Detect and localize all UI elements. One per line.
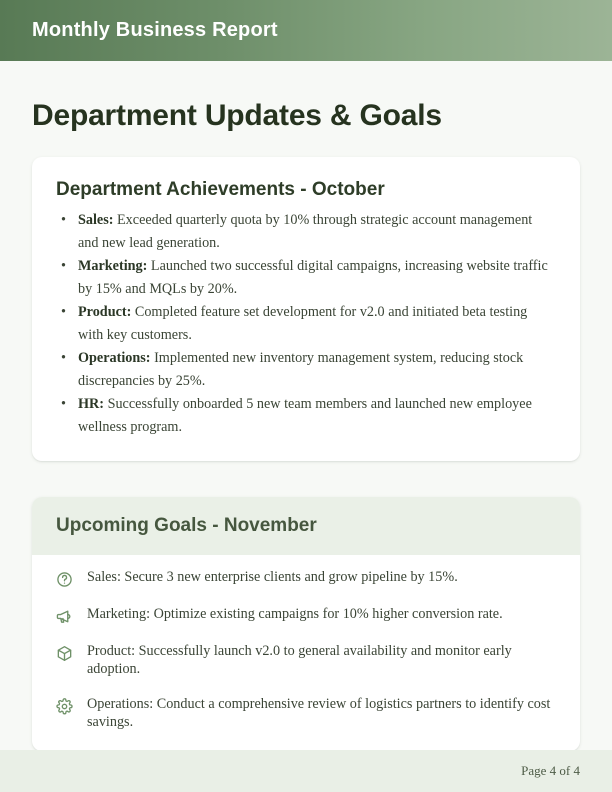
page-footer <box>0 750 612 792</box>
achievement-label: HR: <box>78 396 105 412</box>
goal-text: Sales: Secure 3 new enterprise clients and grow pipeline by 15%. <box>87 569 458 585</box>
goal-text: Product: Successfully launch v2.0 to general availability and monitor early adoption. <box>87 643 512 677</box>
goals-list <box>32 555 580 751</box>
page-number: Page 4 of 4 <box>521 763 580 778</box>
page-content <box>0 99 612 751</box>
achievements-card-body <box>32 203 580 461</box>
list-item <box>56 393 556 438</box>
goal-text: Marketing: Optimize existing campaigns for 10% higher conversion rate. <box>87 606 503 622</box>
list-item <box>56 569 556 588</box>
goals-card <box>32 497 580 751</box>
achievements-card-heading: Department Achievements - October <box>56 179 385 200</box>
page-title: Department Updates & Goals <box>32 99 442 132</box>
list-item <box>56 643 556 678</box>
banner-title: Monthly Business Report <box>32 19 278 41</box>
achievement-label: Marketing: <box>78 258 148 274</box>
list-item <box>56 255 556 300</box>
achievement-text: Completed feature set development for v2.0 and initiated beta testing with key customers. <box>78 304 528 343</box>
achievement-label: Product: <box>78 304 132 320</box>
question-circle-icon <box>56 571 73 588</box>
list-item <box>56 209 556 254</box>
goal-text: Operations: Conduct a comprehensive review of logistics partners to identify cost savings. <box>87 696 551 730</box>
cube-icon <box>56 645 73 662</box>
achievement-text: Implemented new inventory management system, reducing stock discrepancies by 25%. <box>78 350 524 389</box>
achievement-label: Sales: <box>78 212 114 228</box>
list-item <box>56 696 556 731</box>
list-item <box>56 347 556 392</box>
achievement-text: Successfully onboarded 5 new team members and launched new employee wellness program. <box>78 396 532 435</box>
achievements-list <box>56 209 556 438</box>
report-banner <box>0 0 612 61</box>
achievement-text: Launched two successful digital campaigns, increasing website traffic by 15% and MQLs by 20%. <box>78 258 548 297</box>
goals-card-heading: Upcoming Goals - November <box>32 497 580 555</box>
achievements-card <box>32 157 580 461</box>
list-item <box>56 606 556 625</box>
achievement-text: Exceeded quarterly quota by 10% through strategic account management and new lead generation. <box>78 212 533 251</box>
achievement-label: Operations: <box>78 350 151 366</box>
megaphone-icon <box>56 608 73 625</box>
gear-icon <box>56 698 73 715</box>
list-item <box>56 301 556 346</box>
